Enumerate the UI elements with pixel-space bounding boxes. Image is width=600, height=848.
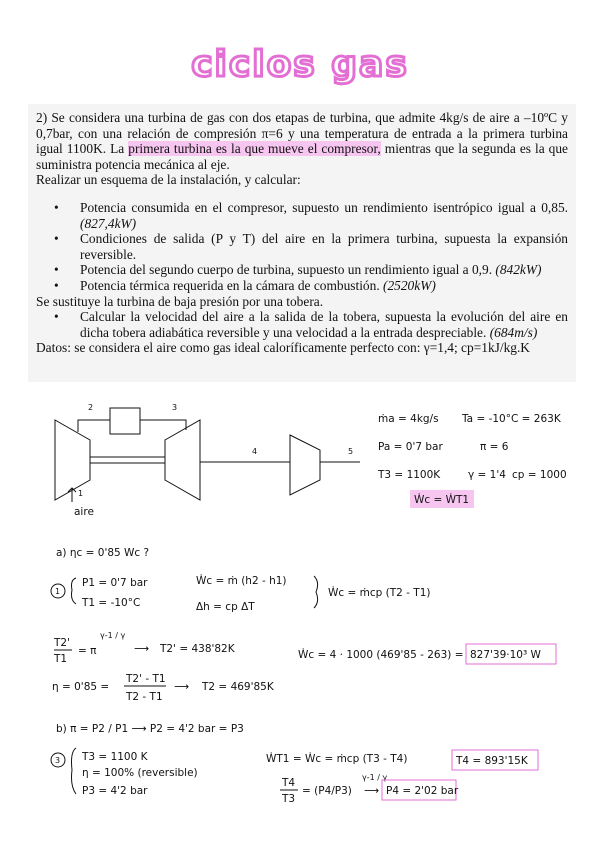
note-line: = π: [78, 645, 97, 657]
problem-intro: 2) Se considera una turbina de gas con dos etapas de turbina, que admite 4kg/s de aire a –10ºC y 0,7bar, con una relación de compresión π=6 y una temperatura de entrada a la primera turbina igual 1100K. La primera turbina es la que mueve el compresor, mientras que la segunda es la que suministra potencia mecánica al eje.: [36, 110, 569, 172]
list-item: • Potencia térmica requerida en la cámara de combustión. (2520kW): [36, 278, 568, 294]
combustor-shape: [110, 408, 140, 434]
circle-number: 1: [55, 587, 61, 596]
turbine1-shape: [165, 420, 200, 500]
result-box: T4 = 893'15K: [456, 755, 528, 767]
fraction-den: T2 - T1: [126, 691, 163, 703]
given: γ = 1'4: [468, 469, 506, 481]
note-line: T3 = 1100 K: [82, 751, 148, 763]
turbine-schematic: [55, 408, 360, 502]
note-line: Δh = cp ΔT: [196, 601, 255, 613]
wc-relation: Ẇc = ẆT1: [414, 494, 470, 506]
part-b-header: b) π = P2 / P1 ⟶ P2 = 4'2 bar = P3: [56, 723, 244, 735]
point-label: 1: [78, 489, 84, 498]
note-line: Ẇc = ṁ (h2 - h1): [196, 575, 287, 587]
title-text: ciclos gas: [191, 44, 409, 85]
fraction-num: T2' - T1: [126, 673, 166, 685]
fraction-num: T2': [54, 637, 70, 649]
point-label: 5: [348, 447, 354, 456]
note-line: = (P4/P3): [302, 785, 352, 797]
point-label: 2: [88, 403, 94, 412]
note-line: T2 = 469'85K: [202, 681, 274, 693]
list-item: • Calcular la velocidad del aire a la salida de la tobera, supuesta la evolución del aire en dicha tobera adiabática reversible y una velocidad a la entrada despreciable. (684m/s): [36, 309, 568, 340]
page-title: [0, 38, 600, 88]
given: Pa = 0'7 bar: [378, 441, 443, 453]
note-line: η = 100% (reversible): [82, 767, 198, 779]
problem-datos: Datos: se considera el aire como gas ideal caloríficamente perfecto con: γ=1,4; cp=1kJ/kg.K: [36, 340, 530, 356]
fraction-num: T4: [282, 777, 296, 789]
problem-statement: [28, 104, 576, 382]
list-item: • Condiciones de salida (P y T) del aire en la primera turbina, supuesta la expansión reversible.: [36, 231, 568, 262]
note-line: T2' = 438'82K: [160, 643, 235, 655]
arrow: ⟶: [364, 785, 380, 797]
list-item: • Potencia consumida en el compresor, supuesto un rendimiento isentrópico igual a 0,85. (827,4kW): [36, 200, 568, 231]
note-line: Ẇc = 4 · 1000 (469'85 - 263) =: [298, 649, 464, 661]
exponent: γ-1 / γ: [362, 773, 388, 782]
fraction-den: T1: [54, 653, 68, 665]
problem-tobera: Se sustituye la turbina de baja presión por una tobera.: [36, 293, 324, 309]
handwritten-notes: [0, 390, 600, 848]
given: ṁa = 4kg/s: [378, 413, 439, 425]
arrow: ⟶: [134, 643, 150, 655]
part-a-header: a) ηc = 0'85 Wc ?: [56, 547, 150, 559]
point-label: 3: [172, 403, 178, 412]
given: Ta = -10°C = 263K: [462, 413, 561, 425]
exponent: γ-1 / γ: [100, 631, 126, 640]
note-line: P3 = 4'2 bar: [82, 785, 148, 797]
turbine2-shape: [290, 435, 320, 495]
note-line: η = 0'85 =: [52, 681, 110, 693]
circle-number: 3: [55, 756, 61, 765]
aire-label: aire: [74, 506, 94, 518]
point-label: 4: [252, 447, 258, 456]
given: cp = 1000: [512, 469, 567, 481]
note-line: P1 = 0'7 bar: [82, 577, 148, 589]
arrow: ⟶: [174, 681, 190, 693]
list-item: • Potencia del segundo cuerpo de turbina, supuesto un rendimiento igual a 0,9. (842kW): [36, 262, 568, 278]
note-line: Ẇc = ṁcp (T2 - T1): [328, 587, 431, 599]
given: T3 = 1100K: [378, 469, 441, 481]
given: π = 6: [480, 441, 509, 453]
fraction-den: T3: [282, 793, 296, 805]
sub-question-list: [36, 309, 568, 340]
note-line: T1 = -10°C: [82, 597, 141, 609]
result-box: 827'39·10³ W: [470, 649, 541, 661]
question-list: [36, 200, 568, 294]
highlight: primera turbina es la que mueve el compresor,: [128, 141, 381, 157]
result-box: P4 = 2'02 bar: [386, 785, 459, 797]
problem-calc: Realizar un esquema de la instalación, y calcular:: [36, 172, 301, 188]
note-line: ẆT1 = Ẇc = ṁcp (T3 - T4): [266, 753, 408, 765]
